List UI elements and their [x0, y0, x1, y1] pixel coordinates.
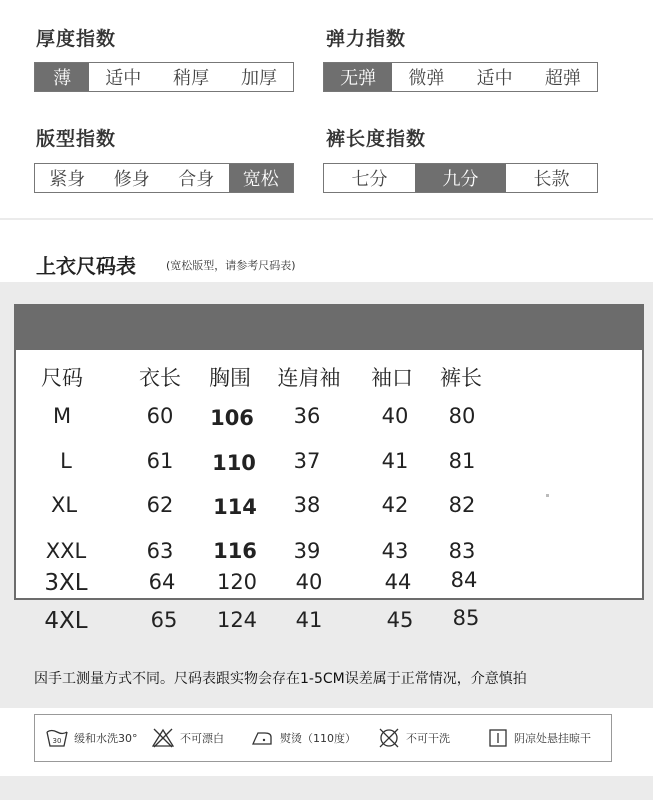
thickness-index-scale [34, 62, 294, 92]
size-cell-pants-length: 83 [448, 539, 476, 563]
care-label-wash: 缓和水洗30° [74, 732, 138, 745]
size-cell-length: 62 [146, 493, 174, 517]
hang-dry-icon [488, 728, 508, 748]
care-item-no-dry-clean [378, 725, 450, 751]
size-cell-pants-length: 80 [448, 404, 476, 428]
size-cell-size: XL [50, 493, 78, 517]
care-item-no-bleach [152, 725, 224, 751]
size-header-length: 衣长 [139, 366, 181, 390]
size-cell-length: 63 [146, 539, 174, 563]
pants-length-option-long: 长款 [533, 169, 570, 190]
thickness-option-thin: 薄 [35, 63, 89, 91]
fit-option-slim: 修身 [113, 169, 150, 190]
elasticity-option-slight: 微弹 [408, 68, 445, 89]
pants-length-index-title: 裤长度指数 [326, 128, 427, 150]
size-cell-pants-length: 85 [452, 606, 480, 630]
thickness-index-title: 厚度指数 [36, 28, 117, 50]
size-chart-title: 上衣尺码表 [36, 254, 136, 278]
thickness-option-slightly-thick: 稍厚 [173, 68, 210, 89]
size-header-cuff: 袖口 [371, 366, 413, 390]
thickness-option-thick: 加厚 [241, 68, 278, 89]
size-cell-size: XXL [45, 539, 87, 563]
thickness-option-medium: 适中 [105, 68, 142, 89]
size-cell-sleeve: 40 [295, 570, 323, 594]
size-header-chest: 胸围 [209, 366, 251, 390]
size-cell-chest: 124 [216, 608, 258, 632]
size-cell-length: 60 [146, 404, 174, 428]
no-bleach-icon [152, 728, 174, 748]
size-cell-pants-length: 82 [448, 493, 476, 517]
size-cell-length: 65 [150, 608, 178, 632]
fit-option-tight: 紧身 [49, 169, 86, 190]
size-chart-note: (宽松版型，请参考尺码表) [166, 259, 296, 272]
speck [546, 494, 549, 497]
no-dry-clean-icon [378, 728, 400, 748]
size-table-top-bar [14, 304, 644, 350]
size-cell-cuff: 40 [381, 404, 409, 428]
svg-text:30: 30 [52, 737, 62, 745]
size-cell-sleeve: 36 [293, 404, 321, 428]
size-header-pants-length: 裤长 [440, 366, 482, 390]
size-cell-chest: 116 [213, 539, 257, 563]
elasticity-option-super: 超弹 [544, 68, 581, 89]
elasticity-index-scale [323, 62, 598, 92]
size-cell-length: 61 [146, 449, 174, 473]
care-label-no-dry-clean: 不可干洗 [406, 732, 450, 745]
size-cell-cuff: 41 [381, 449, 409, 473]
size-header-sleeve: 连肩袖 [277, 366, 341, 390]
size-cell-pants-length: 81 [448, 449, 476, 473]
elasticity-option-medium: 适中 [476, 68, 513, 89]
wash-30-icon [46, 728, 68, 748]
pants-length-index-scale [323, 163, 598, 193]
care-label-hang-dry: 阴凉处悬挂晾干 [514, 732, 591, 745]
fit-index-scale [34, 163, 294, 193]
size-cell-cuff: 44 [384, 570, 412, 594]
size-cell-size: 3XL [44, 570, 88, 596]
care-label-no-bleach: 不可漂白 [180, 732, 224, 745]
size-cell-cuff: 42 [381, 493, 409, 517]
size-cell-chest: 106 [210, 406, 254, 430]
size-cell-sleeve: 37 [293, 449, 321, 473]
size-cell-sleeve: 41 [295, 608, 323, 632]
size-header-size: 尺码 [41, 366, 83, 390]
size-cell-cuff: 43 [381, 539, 409, 563]
fit-option-loose: 宽松 [229, 164, 294, 192]
size-cell-chest: 120 [216, 570, 258, 594]
size-cell-size: M [52, 404, 72, 428]
pants-length-option-seven-tenths: 七分 [351, 169, 388, 190]
size-cell-sleeve: 39 [293, 539, 321, 563]
measurement-notice: 因手工测量方式不同。尺码表跟实物会存在1-5CM误差属于正常情况，介意慎拍 [34, 671, 527, 687]
care-item-iron [250, 725, 356, 751]
elasticity-option-none: 无弹 [324, 63, 392, 91]
care-item-hang-dry [488, 725, 591, 751]
fit-option-regular: 合身 [178, 169, 215, 190]
size-cell-pants-length: 84 [450, 568, 478, 592]
size-cell-size: 4XL [44, 608, 88, 634]
fit-index-title: 版型指数 [36, 128, 117, 150]
iron-icon [250, 728, 274, 748]
size-cell-chest: 110 [212, 451, 256, 475]
size-cell-chest: 114 [213, 495, 257, 519]
care-label-iron: 熨烫（110度） [280, 732, 356, 745]
elasticity-index-title: 弹力指数 [326, 28, 407, 50]
care-item-wash [46, 725, 138, 751]
size-cell-length: 64 [148, 570, 176, 594]
size-cell-size: L [60, 449, 72, 473]
pants-length-option-nine-tenths: 九分 [415, 164, 506, 192]
size-cell-cuff: 45 [386, 608, 414, 632]
size-cell-sleeve: 38 [293, 493, 321, 517]
